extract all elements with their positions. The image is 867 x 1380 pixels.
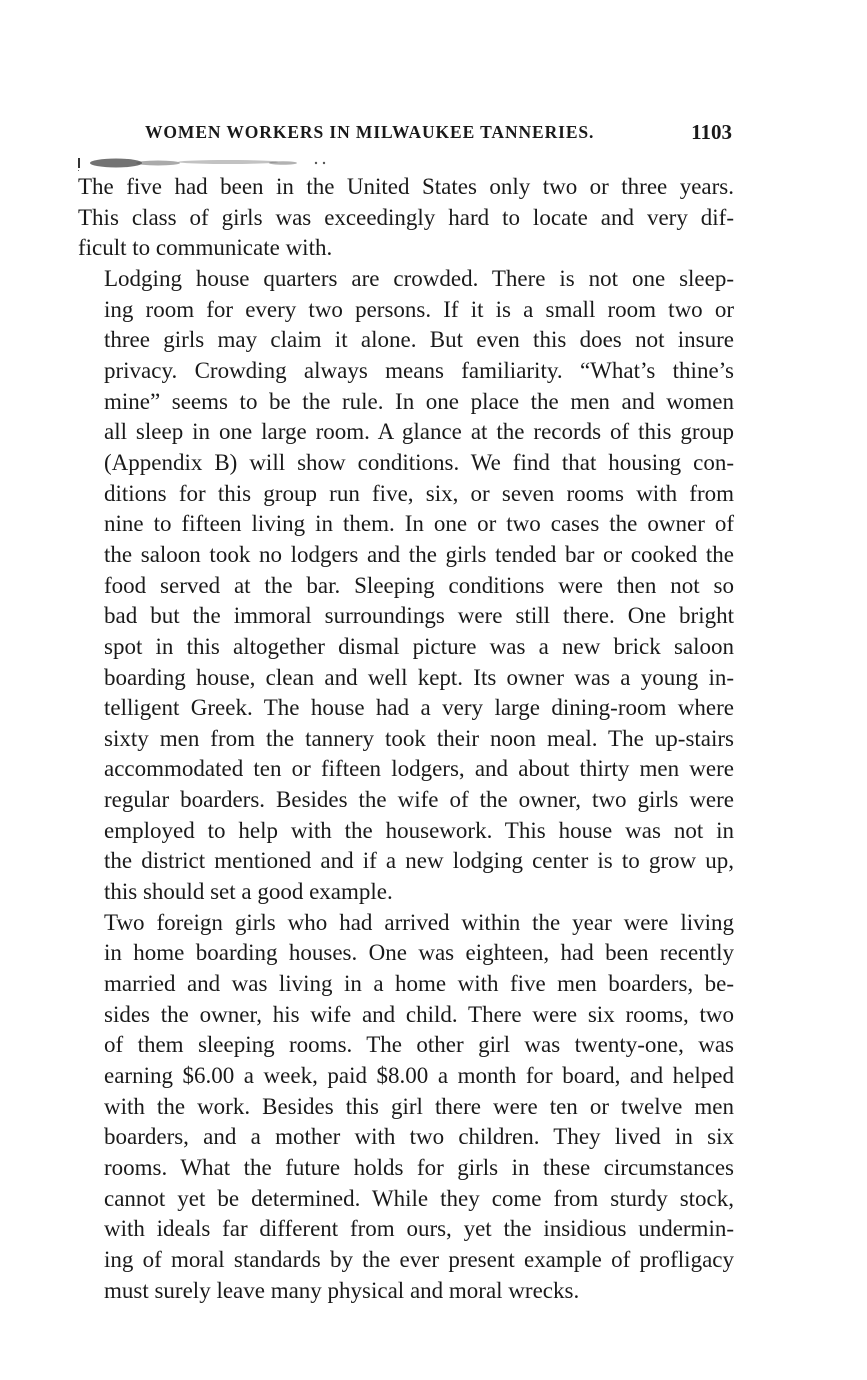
text-line: sides the owner, his wife and child. There were six rooms, two bbox=[104, 1001, 734, 1027]
text-line: must surely leave many physical and moral wrecks. bbox=[104, 1277, 580, 1303]
text-line: three girls may claim it alone. But even this does not insure bbox=[104, 327, 734, 353]
text-line: cannot yet be determined. While they come from sturdy stock, bbox=[104, 1185, 734, 1211]
text-line: This class of girls was exceedingly hard to locate and very dif- bbox=[78, 204, 734, 230]
text-line: employed to help with the housework. This house was not in bbox=[104, 817, 734, 843]
text-line: Lodging house quarters are crowded. There is not one sleep- bbox=[104, 265, 734, 291]
text-line: ing room for every two persons. If it is a small room two or bbox=[104, 296, 734, 322]
page-number: 1103 bbox=[691, 120, 732, 144]
text-line: with ideals far different from ours, yet the insidious undermin- bbox=[104, 1216, 734, 1242]
paragraph-1 bbox=[78, 172, 734, 264]
paragraph-2 bbox=[78, 264, 734, 908]
text-line: rooms. What the future holds for girls in these circumstances bbox=[104, 1155, 734, 1180]
text-line: all sleep in one large room. A glance at the records of this group bbox=[104, 419, 734, 445]
text-line: sixty men from the tannery took their noon meal. The up-stairs bbox=[104, 725, 734, 751]
ink-smudge-mark bbox=[78, 155, 358, 171]
text-line: married and was living in a home with five men boarders, be- bbox=[104, 971, 734, 997]
running-head bbox=[78, 122, 732, 152]
text-line: boarding house, clean and well kept. Its owner was a young in- bbox=[104, 664, 734, 690]
paragraph-3 bbox=[78, 908, 734, 1307]
body-text bbox=[78, 172, 734, 1306]
text-line: the saloon took no lodgers and the girls tended bar or cooked the bbox=[104, 541, 734, 567]
text-line: mine” seems to be the rule. In one place the men and women bbox=[104, 388, 734, 414]
text-line: bad but the immoral surroundings were still there. One bright bbox=[104, 603, 734, 629]
text-line: regular boarders. Besides the wife of the owner, two girls were bbox=[104, 787, 734, 813]
text-line: privacy. Crowding always means familiarity. “What’s thine’s bbox=[104, 357, 734, 383]
text-line: of them sleeping rooms. The other girl was twenty-one, was bbox=[104, 1032, 734, 1058]
text-line: earning $6.00 a week, paid $8.00 a month for board, and helped bbox=[104, 1063, 734, 1089]
text-line: (Appendix B) will show conditions. We find that housing con- bbox=[104, 449, 734, 475]
text-line: Two foreign girls who had arrived within the year were living bbox=[104, 909, 734, 935]
text-line: the district mentioned and if a new lodging center is to grow up, bbox=[104, 848, 734, 874]
text-line: ing of moral standards by the ever present example of profligacy bbox=[104, 1246, 734, 1272]
text-line: boarders, and a mother with two children. They lived in six bbox=[104, 1124, 734, 1150]
running-title: WOMEN WORKERS IN MILWAUKEE TANNERIES. bbox=[145, 122, 595, 142]
text-line: ficult to communicate with. bbox=[78, 235, 333, 261]
text-line: ditions for this group run five, six, or seven rooms with from bbox=[104, 480, 734, 506]
text-line: nine to fifteen living in them. In one or two cases the owner of bbox=[104, 511, 734, 537]
text-line: accommodated ten or fifteen lodgers, and about thirty men were bbox=[104, 756, 734, 782]
text-line: The five had been in the United States only two or three years. bbox=[78, 174, 734, 199]
text-line: spot in this altogether dismal picture was a new brick saloon bbox=[104, 633, 734, 659]
text-line: food served at the bar. Sleeping conditions were then not so bbox=[104, 572, 734, 598]
text-line: in home boarding houses. One was eighteen, had been recently bbox=[104, 940, 734, 966]
text-line: telligent Greek. The house had a very large dining-room where bbox=[104, 695, 734, 721]
text-line: with the work. Besides this girl there were ten or twelve men bbox=[104, 1093, 734, 1119]
text-line: this should set a good example. bbox=[104, 879, 393, 905]
